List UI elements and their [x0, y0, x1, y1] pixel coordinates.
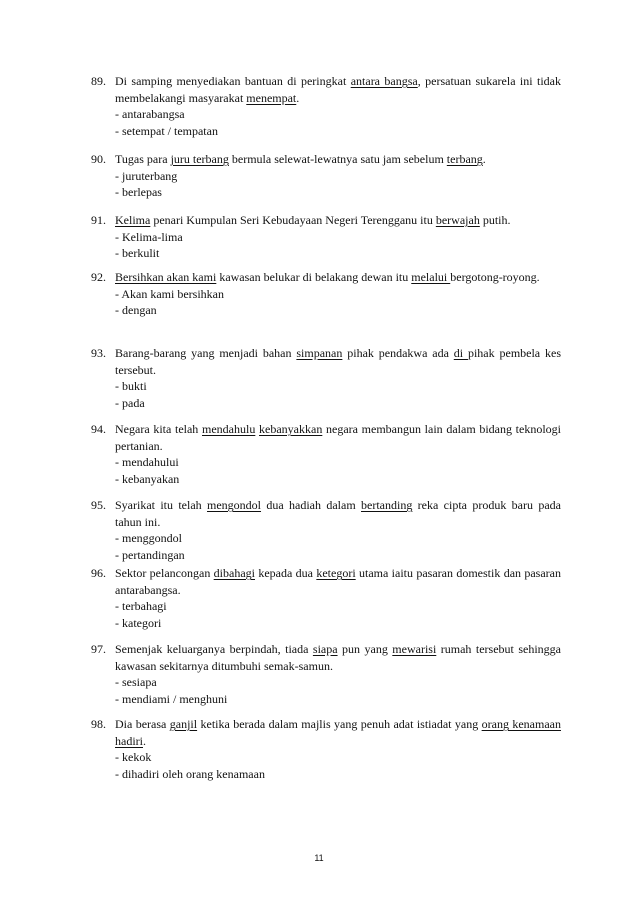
- question-text-segment: pihak pembela kes tersebut.: [115, 346, 561, 377]
- underlined-error-phrase: melalui: [411, 270, 451, 284]
- answer-line: - juruterbang: [115, 168, 178, 183]
- underlined-error-phrase: kebanyakkan: [259, 422, 323, 436]
- question-number: 91.: [91, 213, 106, 227]
- underlined-error-phrase: simpanan: [296, 346, 343, 360]
- underlined-error-phrase: di: [453, 346, 468, 360]
- answer-line: - berkulit: [115, 246, 160, 260]
- question-item: [91, 421, 561, 487]
- underlined-error-phrase: dibahagi: [213, 566, 255, 580]
- question-item: [91, 497, 561, 563]
- underlined-error-phrase: mewarisi: [392, 642, 437, 656]
- answer-line: - mendiami / menghuni: [115, 691, 228, 706]
- question-item: [91, 345, 561, 411]
- question-item: [91, 269, 561, 319]
- question-text-segment: reka cipta produk baru pada tahun ini.: [115, 498, 561, 529]
- question-text: [115, 151, 561, 168]
- question-text: [115, 73, 561, 106]
- underlined-error-phrase: bertanding: [361, 498, 413, 512]
- answer-line: - Akan kami bersihkan: [115, 286, 224, 301]
- question-text-segment: .: [482, 152, 486, 166]
- question-text: [115, 641, 561, 674]
- question-text-segment: , persatuan sukarela ini tidak membelakangi masyarakat: [115, 74, 561, 105]
- question-text: [115, 497, 561, 530]
- question-number: 93.: [91, 346, 106, 360]
- answer-line: - kekok: [115, 750, 152, 764]
- question-text: [115, 212, 561, 229]
- question-item: [91, 151, 561, 201]
- page-number: 11: [314, 853, 324, 863]
- question-text-segment: bermula selewat-lewatnya satu jam sebelum: [228, 152, 447, 166]
- answer-line: - menggondol: [115, 531, 182, 545]
- answer-line: - pada: [115, 395, 145, 410]
- answer-line: - dengan: [115, 303, 157, 317]
- question-text-segment: .: [296, 90, 300, 105]
- question-text-segment: ketika berada dalam majlis yang penuh adat istiadat yang: [197, 717, 482, 731]
- question-number: 92.: [91, 270, 106, 284]
- question-text-segment: rumah tersebut sehingga kawasan sekitarnya ditumbuhi semak-samun.: [115, 642, 561, 673]
- underlined-error-phrase: ganjil: [169, 717, 198, 731]
- question-text-segment: Barang-barang yang menjadi bahan: [115, 346, 297, 360]
- question-text: [115, 269, 561, 286]
- question-text-segment: Sektor pelancongan: [115, 566, 214, 580]
- underlined-error-phrase: orang kenamaan hadiri: [115, 717, 561, 748]
- answer-line: - setempat / tempatan: [115, 123, 218, 138]
- underlined-error-phrase: mengondol: [207, 498, 262, 512]
- underlined-error-phrase: ketegori: [316, 566, 356, 580]
- underlined-error-phrase: Bersihkan akan kami: [115, 270, 217, 284]
- question-number: 98.: [91, 717, 106, 731]
- question-text-segment: kepada dua: [255, 566, 317, 580]
- question-text-segment: Syarikat itu telah: [115, 498, 208, 512]
- question-number: 90.: [91, 152, 106, 166]
- underlined-error-phrase: siapa: [312, 642, 338, 656]
- question-item: [91, 716, 561, 782]
- question-text-segment: bergotong-royong.: [450, 270, 540, 284]
- answer-line: - mendahului: [115, 455, 179, 469]
- answer-line: - dihadiri oleh orang kenamaan: [115, 766, 265, 781]
- underlined-error-phrase: juru terbang: [170, 152, 229, 166]
- underlined-error-phrase: menempat: [246, 90, 297, 105]
- question-text-segment: Negara kita telah: [115, 422, 202, 436]
- question-item: [91, 212, 561, 262]
- question-text-segment: .: [143, 733, 146, 748]
- question-text: [115, 716, 561, 749]
- question-text: [115, 345, 561, 378]
- question-number: 97.: [91, 642, 106, 656]
- question-text-segment: utama iaitu pasaran domestik dan pasaran antarabangsa.: [115, 566, 562, 597]
- question-text-segment: pun yang: [337, 642, 393, 656]
- question-item: [91, 73, 561, 139]
- question-item: [91, 641, 561, 707]
- question-text-segment: Dia berasa: [115, 717, 170, 731]
- question-number: 89.: [91, 74, 106, 88]
- underlined-error-phrase: terbang: [446, 152, 483, 166]
- question-text: [115, 565, 561, 598]
- question-text-segment: kawasan belukar di belakang dewan itu: [216, 270, 412, 284]
- question-text-segment: penari Kumpulan Seri Kebudayaan Negeri Terengganu itu: [150, 213, 436, 227]
- answer-line: - pertandingan: [115, 547, 185, 562]
- question-text-segment: pihak pendakwa ada: [342, 346, 454, 360]
- underlined-error-phrase: antara bangsa: [350, 74, 418, 88]
- answer-line: - terbahagi: [115, 599, 167, 613]
- question-item: [91, 565, 561, 631]
- answer-line: - berlepas: [115, 185, 162, 199]
- underlined-error-phrase: Kelima: [115, 213, 151, 227]
- question-text-segment: Di samping menyediakan bantuan di peringkat: [115, 74, 351, 88]
- question-text-segment: dua hadiah dalam: [261, 498, 362, 512]
- answer-line: - sesiapa: [115, 675, 157, 689]
- question-text-segment: negara membangun lain dalam bidang teknologi pertanian.: [115, 422, 561, 453]
- question-number: 94.: [91, 422, 106, 436]
- question-number: 95.: [91, 498, 106, 512]
- question-text: [115, 421, 561, 454]
- answer-line: - kategori: [115, 615, 162, 630]
- answer-line: - antarabangsa: [115, 107, 185, 121]
- question-text-segment: Tugas para: [115, 152, 171, 166]
- question-text-segment: putih.: [479, 213, 511, 227]
- answer-line: - bukti: [115, 379, 147, 393]
- underlined-error-phrase: berwajah: [435, 213, 480, 227]
- question-text-segment: Semenjak keluarganya berpindah, tiada: [115, 642, 313, 656]
- answer-line: - Kelima-lima: [115, 229, 183, 244]
- answer-line: - kebanyakan: [115, 471, 180, 486]
- question-number: 96.: [91, 566, 106, 580]
- underlined-error-phrase: mendahulu: [202, 422, 256, 436]
